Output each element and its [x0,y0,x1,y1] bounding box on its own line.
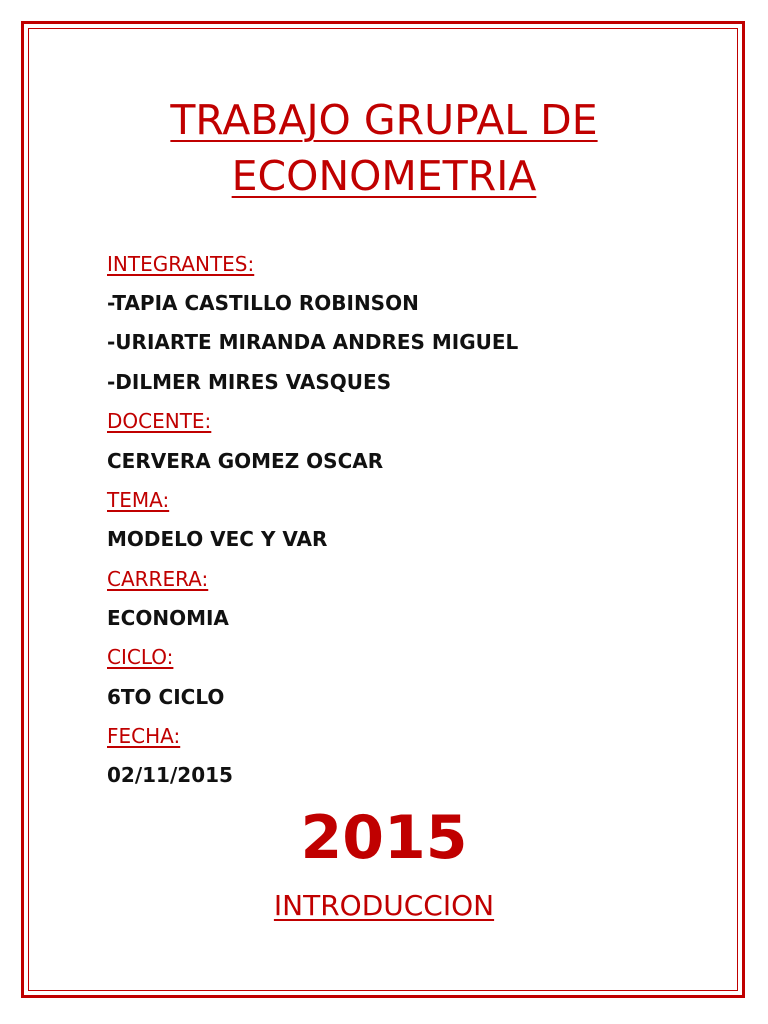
integrante-2: -URIARTE MIRANDA ANDRES MIGUEL [107,330,519,354]
docente-label: DOCENTE: [107,409,212,433]
docente-value: CERVERA GOMEZ OSCAR [107,449,384,473]
ciclo-label: CICLO: [107,645,174,669]
document-title-line-1: TRABAJO GRUPAL DE [170,96,598,144]
integrante-3: -DILMER MIRES VASQUES [107,370,392,394]
carrera-label: CARRERA: [107,567,209,591]
integrante-1: -TAPIA CASTILLO ROBINSON [107,291,419,315]
year-heading: 2015 [300,803,468,873]
tema-label: TEMA: [107,488,170,512]
ciclo-value: 6TO CICLO [107,685,225,709]
carrera-value: ECONOMIA [107,606,229,630]
fecha-value: 02/11/2015 [107,763,233,787]
tema-value: MODELO VEC Y VAR [107,527,328,551]
fecha-label: FECHA: [107,724,181,748]
section-heading-introduccion: INTRODUCCION [273,889,495,922]
integrantes-label: INTEGRANTES: [107,252,255,276]
document-title-line-2: ECONOMETRIA [231,152,537,200]
